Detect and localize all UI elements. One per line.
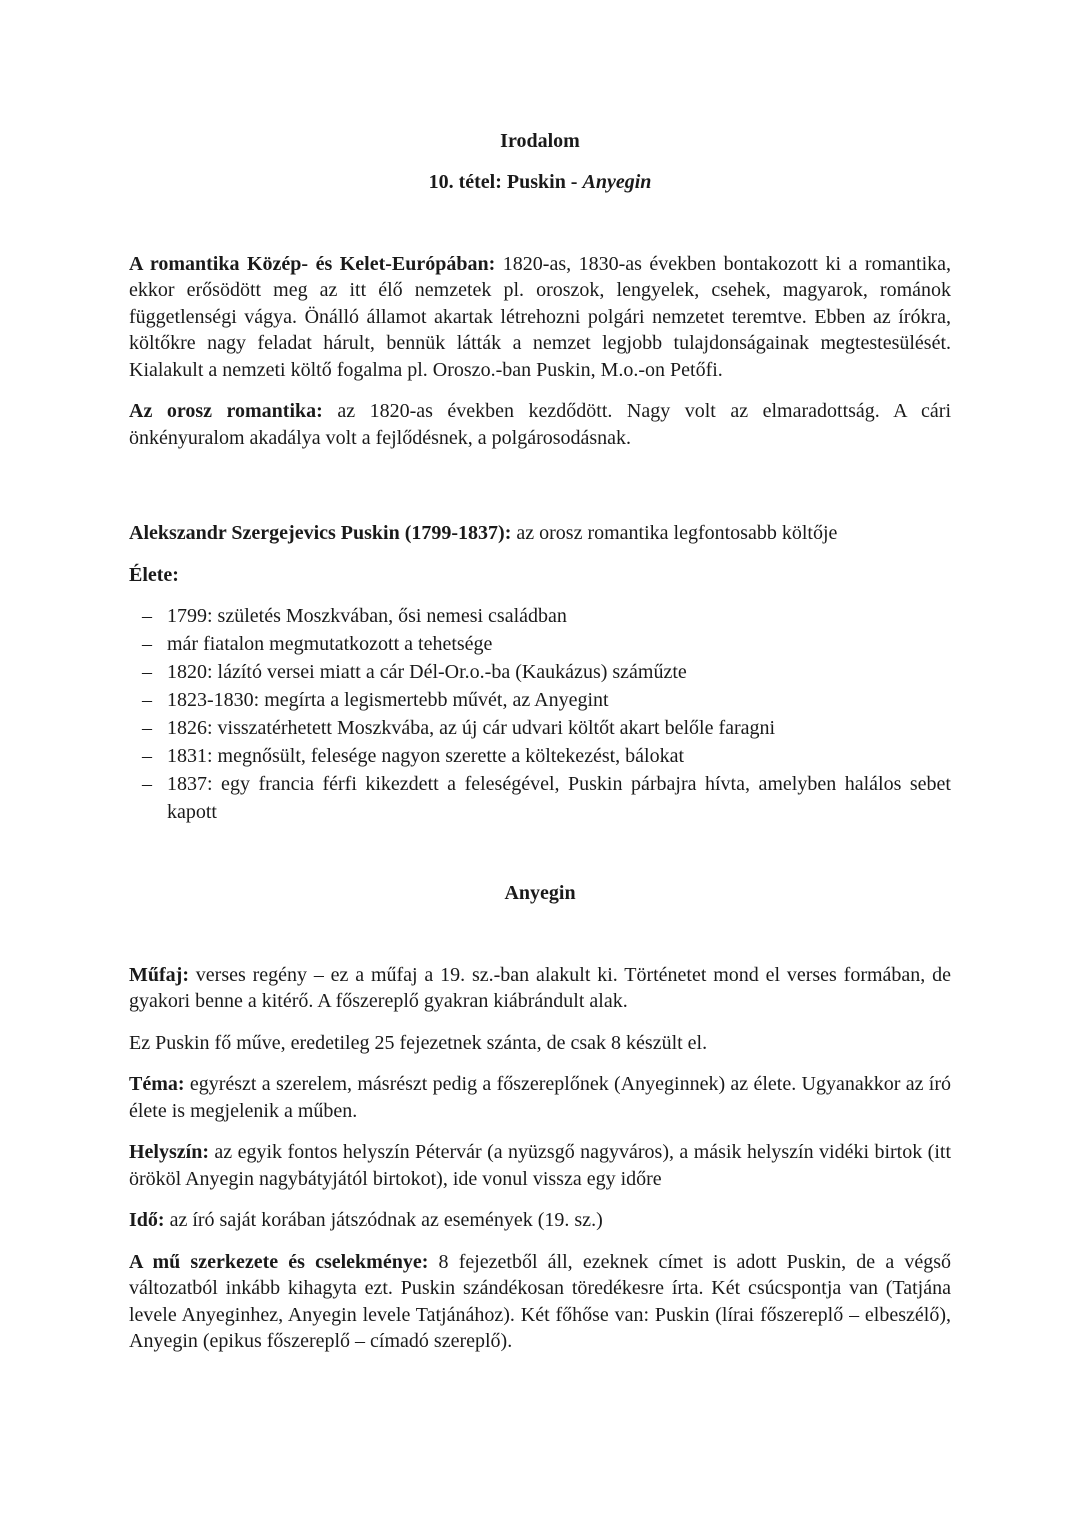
paragraph-label: Idő: [129, 1209, 165, 1231]
list-item [129, 686, 951, 714]
list-dash: – [142, 717, 152, 739]
topic-title [129, 169, 951, 196]
list-item-text: 1826: visszatérhetett Moszkvába, az új cár udvari költőt akart belőle faragni [167, 717, 776, 739]
paragraph-time [129, 1207, 951, 1234]
paragraph-author [129, 520, 951, 547]
paragraph-central-eastern-romanticism [129, 251, 951, 384]
list-item-text: 1831: megnősült, felesége nagyon szerette a költekezést, bálokat [167, 745, 685, 767]
paragraph-main-work: Ez Puskin fő műve, eredetileg 25 fejezetnek szánta, de csak 8 készült el. [129, 1031, 708, 1054]
paragraph-text: 8 fejezetből áll, ezeknek címet is adott Puskin, de a végső változatból inkább kihagyta ezt. Puskin szándékosan töredékesre írta. Két csúcspontja van (Tatjána levele Anyeginhez, Anyegin levele Tatjánához). Két főhőse van: Puskin (lírai főszereplő – elbeszélő), Anyegin (epikus főszereplő – címadó szereplő). [129, 1250, 952, 1352]
list-dash: – [142, 773, 152, 795]
paragraph-genre [129, 962, 951, 1015]
list-dash: – [142, 661, 152, 683]
list-item [129, 630, 951, 658]
paragraph-place [129, 1139, 951, 1192]
topic-prefix: 10. tétel: Puskin - [428, 171, 583, 193]
section-heading-anyegin: Anyegin [504, 882, 576, 904]
paragraph-structure [129, 1249, 951, 1355]
life-list [129, 602, 951, 826]
paragraph-text: az orosz romantika legfontosabb költője [511, 522, 838, 544]
list-item [129, 742, 951, 770]
paragraph-label: Alekszandr Szergejevics Puskin (1799-1837): [129, 522, 512, 544]
list-item [129, 602, 951, 630]
document-page [129, 128, 951, 1355]
list-item-text: 1799: születés Moszkvában, ősi nemesi családban [167, 605, 567, 627]
list-item [129, 770, 951, 826]
list-dash: – [142, 745, 152, 767]
life-heading [129, 562, 951, 589]
list-dash: – [142, 633, 152, 655]
paragraph-text: egyrészt a szerelem, másrészt pedig a főszereplőnek (Anyeginnek) az élete. Ugyanakkor az író élete is megjelenik a műben. [129, 1073, 951, 1122]
paragraph-text: verses regény – ez a műfaj a 19. sz.-ban alakult ki. Történetet mond el verses formában, de gyakori benne a kitérő. A főszereplő gyakran kiábrándult alak. [129, 963, 951, 1012]
paragraph-russian-romanticism [129, 398, 951, 451]
paragraph-text: az 1820-as években kezdődött. Nagy volt az elmaradottság. A cári önkényuralom akadálya volt a fejlődésnek, a polgárosodásnak. [129, 400, 951, 449]
list-item-text: 1837: egy francia férfi kikezdett a feleségével, Puskin párbajra hívta, amelyben halálos sebet kapott [167, 773, 951, 823]
paragraph-text: 1820-as, 1830-as években bontakozott ki a romantika, ekkor erősödött meg az itt élő nemzetek pl. oroszok, lengyelek, csehek, magyarok, románok függetlenségi vágya. Önálló államot akartak létrehozni polgári nemzetet teremtve. Ebben az írókra, költőkre nagy feladat hárult, bennük látták a nemzet legjobb tulajdonságainak megtestesülését. Kialakult a nemzeti költő fogalma pl. Oroszo.-ban Puskin, M.o.-on Petőfi. [129, 252, 951, 381]
list-item [129, 714, 951, 742]
paragraph-label: Az orosz romantika: [129, 400, 323, 422]
paragraph-label: Téma: [129, 1073, 185, 1095]
paragraph-text: az egyik fontos helyszín Pétervár (a nyüzsgő nagyváros), a másik helyszín vidéki birtok (itt örököl Anyegin nagybátyjától birtokot), ide vonul vissza egy időre [129, 1141, 951, 1190]
list-item [129, 658, 951, 686]
list-dash: – [142, 689, 152, 711]
life-heading-text: Élete: [129, 563, 179, 586]
paragraph-label: A mű szerkezete és cselekménye: [129, 1250, 429, 1273]
paragraph-label: A romantika Közép- és Kelet-Európában: [129, 252, 496, 275]
subject-title: Irodalom [500, 130, 580, 152]
list-item-text: 1823-1830: megírta a legismertebb művét, az Anyegint [167, 689, 609, 711]
list-item-text: már fiatalon megmutatkozott a tehetsége [167, 633, 493, 655]
paragraph-theme [129, 1071, 951, 1124]
paragraph-text: az író saját korában játszódnak az események (19. sz.) [164, 1209, 603, 1231]
paragraph-label: Műfaj: [129, 963, 189, 986]
list-dash: – [142, 605, 152, 627]
topic-work-title: Anyegin [582, 171, 652, 193]
list-item-text: 1820: lázító versei miatt a cár Dél-Or.o.-ba (Kaukázus) száműzte [167, 661, 687, 683]
paragraph-label: Helyszín: [129, 1141, 209, 1163]
